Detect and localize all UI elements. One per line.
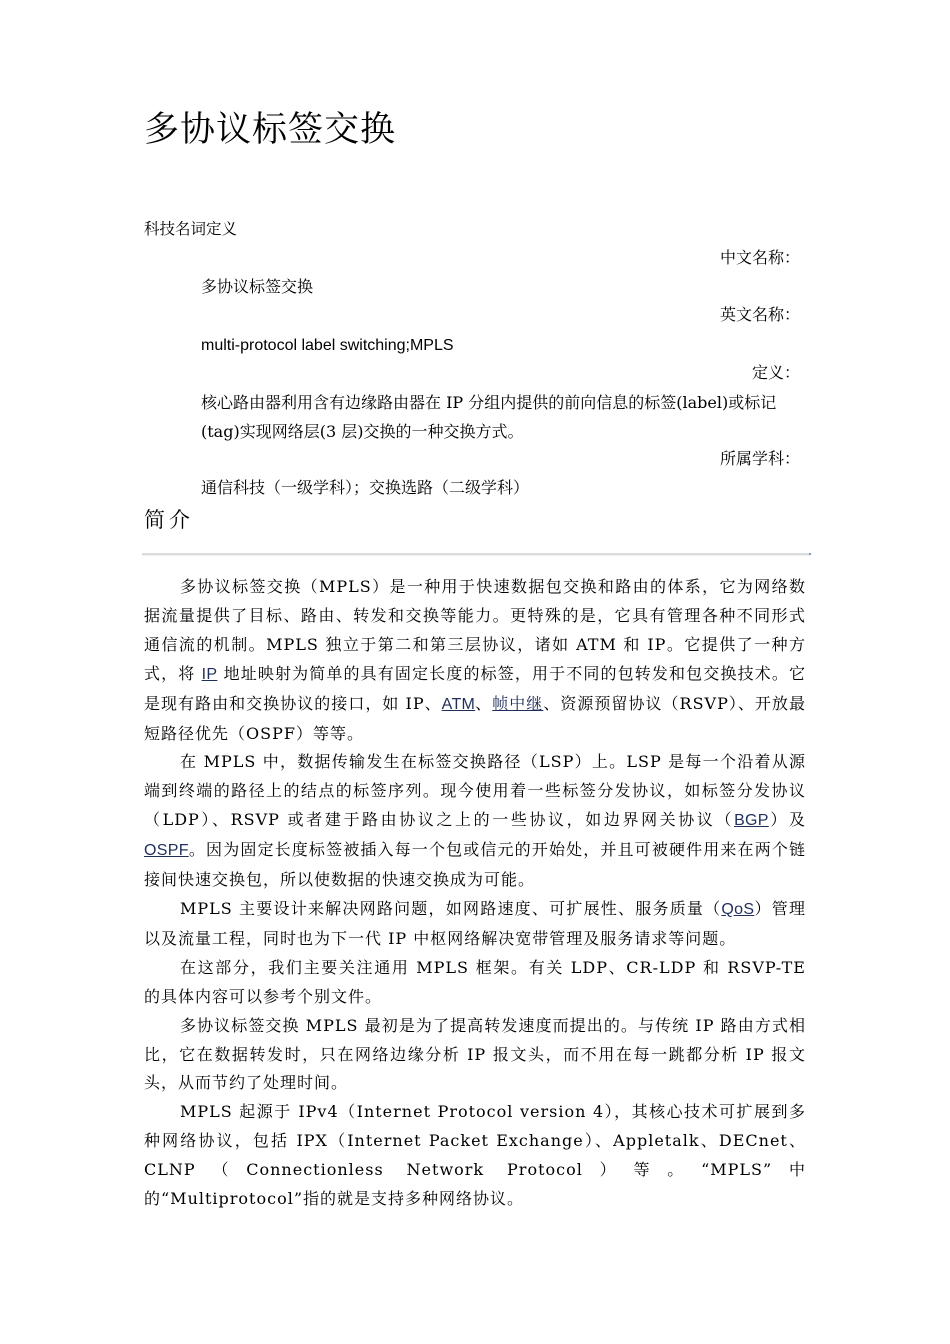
text-run: 、 <box>475 693 493 713</box>
intro-heading: 简介 <box>144 508 194 532</box>
text-run: 、资源预留协议（RSVP）、开放最短路径优先（OSPF）等等。 <box>144 693 806 743</box>
definition-heading: 科技名词定义 <box>144 220 238 238</box>
text-run: ）及 <box>768 810 806 830</box>
link-bgp[interactable]: BGP <box>734 812 769 830</box>
link-atm[interactable]: ATM <box>441 695 476 713</box>
text-run: MPLS 主要设计来解决网路问题，如网路速度、可扩展性、服务质量（ <box>180 898 722 918</box>
definition-text <box>201 388 796 446</box>
chinese-name-value: 多协议标签交换 <box>201 277 314 296</box>
link-ip[interactable]: IP <box>201 665 218 683</box>
link-ospf[interactable]: OSPF <box>144 842 189 860</box>
page-title: 多协议标签交换 <box>144 110 397 150</box>
intro-paragraph-3 <box>144 895 806 954</box>
text-run: ）管理以及流量工程，同时也为下一代 IP 中枢网络解决宽带管理及服务请求等问题。 <box>144 898 806 948</box>
intro-body <box>144 573 806 1214</box>
definition-line-1: 核心路由器利用含有边缘路由器在 IP 分组内提供的前向信息的标签(label)或标记 <box>201 393 777 412</box>
link-qos[interactable]: QoS <box>721 900 755 918</box>
text-run: 地址映射为简单的具有固定长度的标签，用于不同的包转发和包交换技术。它是现有路由和交换协议的接口，如 IP、 <box>144 663 806 713</box>
intro-paragraph-4: 在这部分，我们主要关注通用 MPLS 框架。有关 LDP、CR-LDP 和 RSVP-TE 的具体内容可以参考个别文件。 <box>144 957 806 1006</box>
discipline-value: 通信科技（一级学科）；交换选路（二级学科） <box>201 478 530 497</box>
text-run: 在 MPLS 中，数据传输发生在标签交换路径（LSP）上。LSP 是每一个沿着从源端到终端的路径上的结点的标签序列。现今使用着一些标签分发协议，如标签分发协议（LDP）、RSVP 或者建于路由协议之上的一些协议，如边界网关协议（ <box>144 752 806 830</box>
text-run: 多协议标签交换（MPLS）是一种用于快速数据包交换和路由的体系，它为网络数据流量提供了目标、路由、转发和交换等能力。更特殊的是，它具有管理各种不同形式通信流的机制。MPLS 独立于第二和第三层协议，诸如 ATM 和 IP。它提供了一种方式，将 <box>144 577 806 683</box>
chinese-name-label: 中文名称： <box>719 248 800 267</box>
link-frame-relay[interactable]: 帧中继 <box>492 693 544 713</box>
text-run: 。因为固定长度标签被插入每一个包或信元的开始处，并且可被硬件用来在两个链接间快速交换包，所以使数据的快速交换成为可能。 <box>144 840 806 890</box>
intro-paragraph-6: MPLS 起源于 IPv4（Internet Protocol version 4），其核心技术可扩展到多种网络协议，包括 IPX（Internet Packet Exchange）、Appletalk、DECnet、CLNP（Connectionless Network Protocol）等。“MPLS”中的“Multiprotocol”指的就是支持多种网络协议。 <box>144 1102 806 1209</box>
intro-paragraph-5: 多协议标签交换 MPLS 最初是为了提高转发速度而提出的。与传统 IP 路由方式相比，它在数据转发时，只在网络边缘分析 IP 报文头，而不用在每一跳都分析 IP 报文头，从而节约了处理时间。 <box>144 1015 806 1093</box>
definition-line-2: (tag)实现网络层(3 层)交换的一种交换方式。 <box>201 422 524 441</box>
definition-label: 定义： <box>751 363 800 382</box>
section-divider <box>142 553 810 556</box>
intro-paragraph-1 <box>144 573 806 748</box>
english-name-value: multi-protocol label switching;MPLS <box>201 337 454 354</box>
english-name-label: 英文名称： <box>719 305 800 324</box>
discipline-label: 所属学科： <box>719 449 800 468</box>
intro-paragraph-2 <box>144 748 806 895</box>
